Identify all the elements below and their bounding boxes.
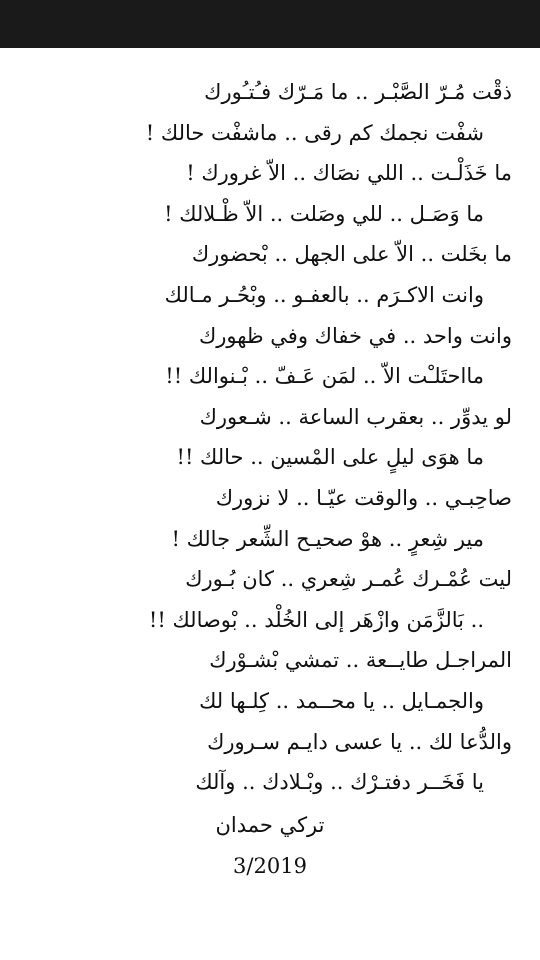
poem-line-17: والدُّعا لك .. يا عسى دايـم سـرورك	[207, 729, 512, 754]
poem-line-4: ما وَصَـل .. للي وصَلت .. الاّ ظْـلالك !	[164, 201, 484, 226]
poem-line-11: صاحِبـي .. والوقت عيّـا .. لا نزورك	[215, 485, 512, 510]
author-signature: تركي حمدان	[215, 813, 325, 837]
poem-line-1: ذقْت مُـرّ الصَّبْـر .. ما مَـرّك فـُتـُورك	[204, 80, 512, 104]
poem-line-7: وانت واحد .. في خفاك وفي ظهورك	[198, 323, 512, 348]
poem-line-2: شفْت نجمك كم رقى .. ماشفْت حالك !	[145, 120, 484, 145]
poem-date: 3/2019	[233, 854, 307, 878]
poem-line-5: ما بخَلت .. الاّ على الجهل .. بْحضورك	[191, 242, 512, 267]
poem-line-3: ما خَذَلْـت .. اللي نصَاك .. الاّ غرورك !	[186, 161, 512, 186]
poem-line-6: وانت الاكـرَم .. بالعفـو .. وبْحُـر مـالك	[164, 282, 484, 307]
poem-line-13: ليت عُمْـرك عُمـر شِعري .. كان بُـورك	[185, 567, 512, 592]
status-bar	[0, 0, 540, 48]
poem-line-14: .. بَالزَّمَن وازْهَر إلى الخُلْد .. بْوصالك !!	[148, 607, 484, 632]
poem-line-9: لو يدوِّر .. بعقرب الساعة .. شـعورك	[199, 404, 512, 429]
poem-body	[0, 72, 540, 803]
poem-line-10: ما هوَى ليلٍ على المْسين .. حالك !!	[176, 445, 484, 470]
poem-line-15: المراجـل طايــعة .. تمشي بْشـوْرك	[209, 648, 512, 673]
poem-line-12: مير شِعرٍ .. هوْ صحيـح الشِّعر جالك !	[171, 526, 484, 551]
poem-line-18: يا فَخَــر دفتـرْك .. وبْـلادك .. وآلك	[195, 770, 484, 795]
poem-line-16: والجمـايل .. يا محــمد .. كِلـها لك	[199, 688, 484, 713]
poem-line-8: مااحتَلـْت الاّ .. لمَن عَـفّ .. بْـنوالك !!	[165, 364, 484, 389]
